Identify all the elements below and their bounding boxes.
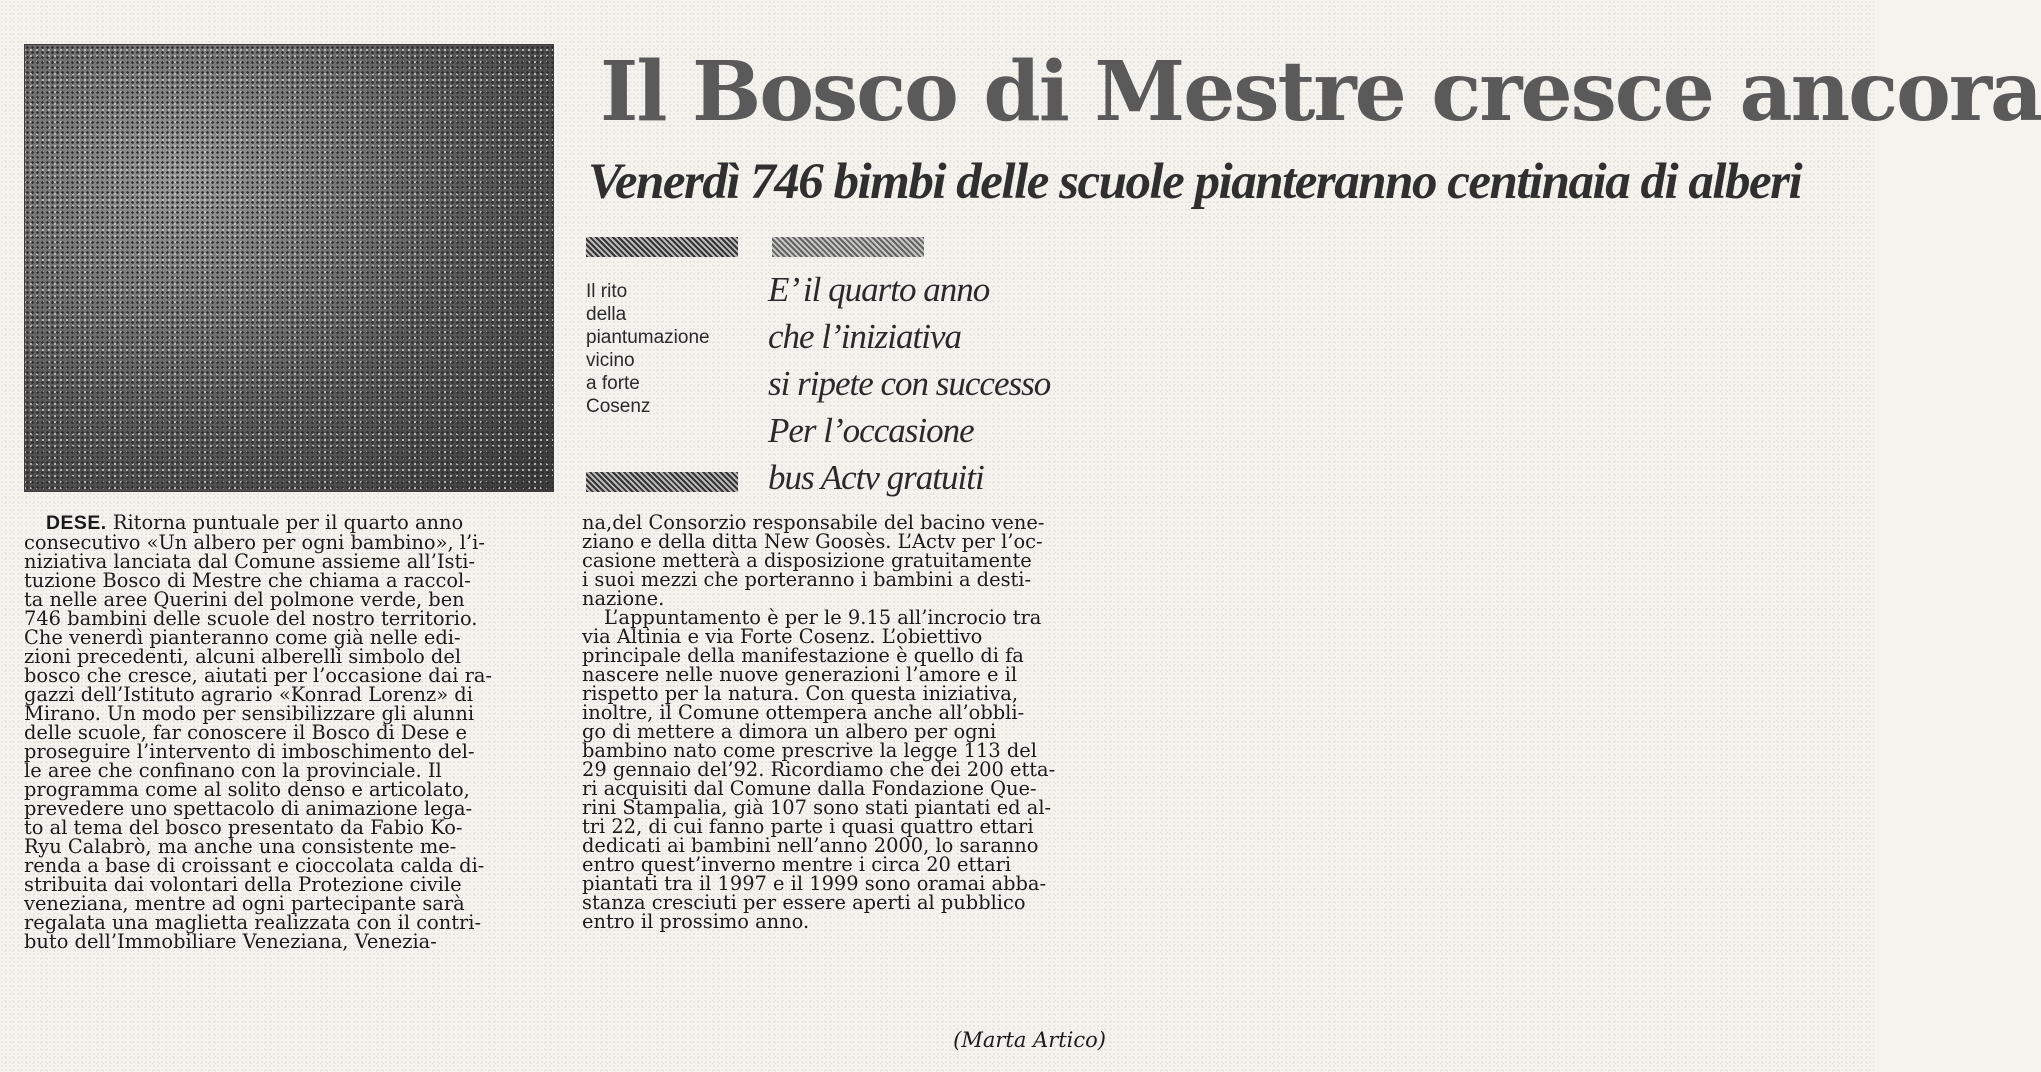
caption-line: Il rito	[586, 281, 628, 302]
text-line: casione metterà a disposizione gratuitamente	[582, 549, 1032, 572]
text-line: piantati tra il 1997 e il 1999 sono oramai abba-	[582, 872, 1047, 895]
text-line: principale della manifestazione è quello di fa	[582, 644, 1024, 667]
text-line: na,del Consorzio responsabile del bacino vene-	[582, 511, 1045, 534]
text-line: dedicati ai bambini nell’anno 2000, lo saranno	[582, 834, 1039, 857]
text-line: inoltre, il Comune ottempera anche all’obbli-	[582, 701, 1025, 724]
text-line: zioni precedenti, alcuni alberelli simbolo del	[24, 645, 462, 668]
pull-quote-line: si ripete con successo	[768, 364, 1051, 403]
text-line: 746 bambini delle scuole del nostro territorio.	[24, 607, 478, 630]
text-line: gazzi dell’Istituto agrario «Konrad Lorenz» di	[24, 683, 473, 706]
text-line: proseguire l’intervento di imboschimento del-	[24, 740, 475, 763]
pull-quote	[768, 266, 1128, 501]
headline: Il Bosco di Mestre cresce ancora	[600, 44, 2041, 140]
text-line: consecutivo «Un albero per ogni bambino», l’i-	[24, 531, 485, 554]
article-column-2	[582, 513, 1112, 931]
article-column-1	[24, 513, 554, 951]
caption-line: vicino	[586, 350, 635, 371]
dateline: DESE.	[46, 512, 107, 534]
text-line: le aree che confinano con la provinciale. Il	[24, 759, 442, 782]
text-line: bosco che cresce, aiutati per l’occasione dai ra-	[24, 664, 493, 687]
pull-quote-line: E’ il quarto anno	[768, 270, 990, 309]
text-line: regalata una maglietta realizzata con il contri-	[24, 911, 482, 934]
caption-line: piantumazione	[586, 327, 710, 348]
text-line: renda a base di croissant e cioccolata calda di-	[24, 854, 485, 877]
text-line: bambino nato come prescrive la legge 113 del	[582, 739, 1037, 762]
text-line: prevedere uno spettacolo di animazione lega-	[24, 797, 473, 820]
text-line: tri 22, di cui fanno parte i quasi quattro ettari	[582, 815, 1034, 838]
decorative-bar	[772, 237, 924, 257]
text-line: ri acquisiti dal Comune dalla Fondazione Que-	[582, 777, 1037, 800]
text-line: nazione.	[582, 587, 665, 610]
pull-quote-line: che l’iniziativa	[768, 317, 961, 356]
text-line: rini Stampalia, già 107 sono stati piantati ed al-	[582, 796, 1052, 819]
text-line: L’appuntamento è per le 9.15 all’incrocio tra	[604, 606, 1042, 629]
text-line: entro quest’inverno mentre i circa 20 ettari	[582, 853, 1012, 876]
caption-line: a forte	[586, 373, 640, 394]
text-line: 29 gennaio del’92. Ricordiamo che dei 200 etta-	[582, 758, 1056, 781]
article-photo	[24, 44, 554, 492]
caption-line: Cosenz	[586, 396, 651, 417]
pull-quote-line: bus Actv gratuiti	[768, 458, 984, 497]
text-line: go di mettere a dimora un albero per ogni	[582, 720, 997, 743]
photo-caption	[586, 280, 746, 418]
text-line: via Altinia e via Forte Cosenz. L’obiettivo	[582, 625, 983, 648]
caption-line: della	[586, 304, 627, 325]
text-line	[24, 513, 554, 533]
text-line: nascere nelle nuove generazioni l’amore e il	[582, 663, 1018, 686]
text-line: to al tema del bosco presentato da Fabio Ko-	[24, 816, 463, 839]
text-line: programma come al solito denso e articolato,	[24, 778, 470, 801]
text-line: rispetto per la natura. Con questa iniziativa,	[582, 682, 1019, 705]
pull-quote-line: Per l’occasione	[768, 411, 974, 450]
subheadline: Venerdì 746 bimbi delle scuole pianteranno centinaia di alberi	[588, 154, 1802, 210]
text-line: entro il prossimo anno.	[582, 910, 810, 933]
text-line: delle scuole, far conoscere il Bosco di Dese e	[24, 721, 467, 744]
text-segment: Ritorna puntuale per il quarto anno	[112, 511, 464, 534]
text-line: tuzione Bosco di Mestre che chiama a raccol-	[24, 569, 471, 592]
text-line: buto dell’Immobiliare Veneziana, Venezia-	[24, 930, 437, 953]
text-line: ziano e della ditta New Goosès. L’Actv per l’oc-	[582, 530, 1043, 553]
decorative-bar	[586, 237, 738, 257]
text-line: niziativa lanciata dal Comune assieme all’Isti-	[24, 550, 476, 573]
byline: (Marta Artico)	[953, 1028, 1106, 1052]
text-line: Mirano. Un modo per sensibilizzare gli alunni	[24, 702, 475, 725]
text-line: Che venerdì pianteranno come già nelle edi-	[24, 626, 461, 649]
text-line: ta nelle aree Querini del polmone verde, ben	[24, 588, 465, 611]
text-line: veneziana, mentre ad ogni partecipante sarà	[24, 892, 465, 915]
text-line: i suoi mezzi che porteranno i bambini a desti-	[582, 568, 1032, 591]
decorative-bar	[586, 472, 738, 492]
text-line: stanza cresciuti per essere aperti al pubblico	[582, 891, 1026, 914]
text-line: stribuita dai volontari della Protezione civile	[24, 873, 462, 896]
text-line: Ryu Calabrò, ma anche una consistente me-	[24, 835, 457, 858]
